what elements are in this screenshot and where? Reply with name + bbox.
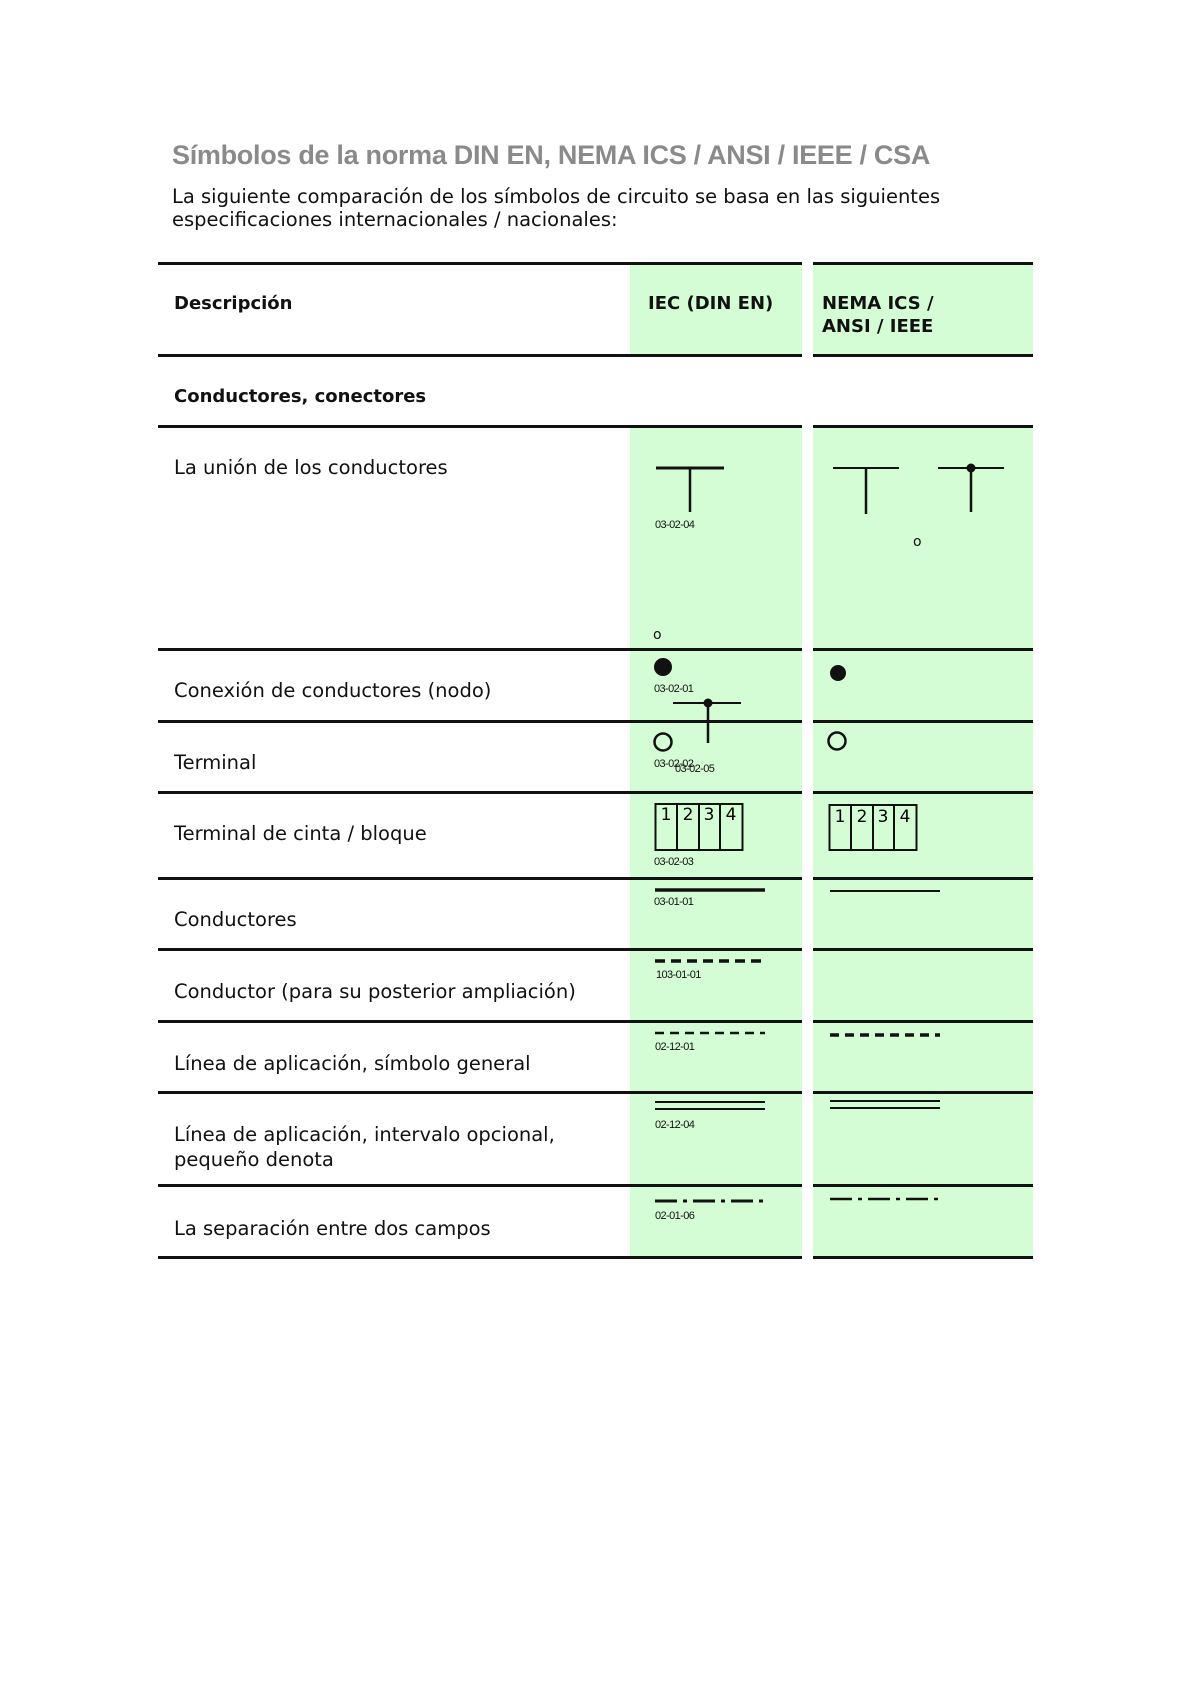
iec-t-junction-node-symbol — [672, 696, 742, 746]
rule-row4-b — [813, 877, 1033, 880]
row-desc-conductor-junction: La unión de los conductores — [174, 456, 448, 479]
terminal-number: 1 — [660, 805, 672, 825]
iec-code-row1: 03-02-04 — [655, 519, 695, 531]
row-desc-application-interval-1: Línea de aplicación, intervalo opcional, — [174, 1123, 555, 1146]
rule-bottom-a — [158, 1256, 802, 1259]
iec-code-row5: 03-01-01 — [654, 896, 694, 908]
rule-row6-a — [158, 1020, 802, 1023]
header-nema-line2: ANSI / IEEE — [822, 316, 934, 337]
rule-row8-a — [158, 1184, 802, 1187]
rule-section-a — [158, 425, 802, 428]
terminal-number: 4 — [725, 805, 737, 825]
rule-row4-a — [158, 877, 802, 880]
iec-code-row3: 03-02-02 — [654, 758, 694, 770]
iec-terminal-symbol — [652, 731, 674, 753]
iec-code-row6: 103-01-01 — [656, 969, 701, 981]
rule-row6-b — [813, 1020, 1033, 1023]
nema-application-interval-symbol — [830, 1099, 942, 1111]
rule-top-a — [158, 262, 802, 265]
row-desc-conductors: Conductores — [174, 908, 297, 931]
iec-code-row7: 02-12-01 — [655, 1041, 695, 1053]
header-nema-line1: NEMA ICS / — [822, 293, 934, 314]
terminal-number: 2 — [856, 807, 868, 827]
iec-terminal-strip-symbol — [654, 800, 746, 852]
iec-or-row1: o — [653, 627, 662, 643]
iec-future-conductor-symbol — [655, 958, 767, 964]
rule-section-b — [813, 425, 1033, 428]
rule-row5-a — [158, 948, 802, 951]
rule-row2-b — [813, 720, 1033, 723]
nema-application-line-symbol — [830, 1032, 942, 1038]
terminal-number: 3 — [703, 805, 715, 825]
iec-application-line-symbol — [655, 1030, 767, 1036]
iec-code-row4: 03-02-03 — [654, 856, 694, 868]
rule-top-b — [813, 262, 1033, 265]
intro-text: La siguiente comparación de los símbolos de circuito se basa en las siguientes especificaciones internacionales / nacionales: — [172, 185, 941, 231]
rule-row3-b — [813, 791, 1033, 794]
rule-bottom-b — [813, 1256, 1033, 1259]
row-desc-application-line: Línea de aplicación, símbolo general — [174, 1052, 531, 1075]
iec-code-row3-b: 03-02-05 — [675, 763, 715, 775]
rule-row8-b — [813, 1184, 1033, 1187]
iec-conductor-symbol — [655, 887, 767, 893]
nema-terminal-symbol — [826, 730, 848, 752]
nema-node-symbol — [828, 663, 848, 683]
nema-conductor-symbol — [830, 888, 942, 894]
iec-code-row8: 02-12-04 — [655, 1119, 695, 1131]
rule-header-a — [158, 354, 802, 357]
row-desc-terminal-strip: Terminal de cinta / bloque — [174, 822, 427, 845]
section-heading: Conductores, conectores — [174, 386, 427, 407]
nema-t-junction-symbol — [832, 465, 902, 515]
row-desc-node: Conexión de conductores (nodo) — [174, 679, 492, 702]
iec-node-symbol — [652, 656, 674, 678]
page-title: Símbolos de la norma DIN EN, NEMA ICS / ANSI / IEEE / CSA — [172, 140, 931, 170]
rule-row1-a — [158, 648, 802, 651]
rule-header-b — [813, 354, 1033, 357]
terminal-number: 4 — [899, 807, 911, 827]
rule-row1-b — [813, 648, 1033, 651]
row-desc-terminal: Terminal — [174, 751, 257, 774]
nema-or-row1: o — [913, 534, 922, 550]
row-desc-field-separation: La separación entre dos campos — [174, 1217, 491, 1240]
iec-code-row2: 03-02-01 — [654, 683, 694, 695]
terminal-number: 2 — [682, 805, 694, 825]
nema-field-separation-symbol — [830, 1196, 942, 1202]
rule-row7-b — [813, 1091, 1033, 1094]
iec-application-interval-symbol — [655, 1100, 767, 1112]
rule-row3-a — [158, 791, 802, 794]
iec-code-row9: 02-01-06 — [655, 1210, 695, 1222]
row-desc-application-interval-2: pequeño denota — [174, 1148, 334, 1171]
row-desc-future-conductor: Conductor (para su posterior ampliación) — [174, 980, 576, 1003]
iec-t-junction-symbol — [655, 465, 725, 515]
rule-row7-a — [158, 1091, 802, 1094]
rule-row5-b — [813, 948, 1033, 951]
iec-field-separation-symbol — [655, 1198, 767, 1204]
nema-t-junction-node-symbol — [937, 462, 1007, 514]
terminal-number: 3 — [877, 807, 889, 827]
terminal-number: 1 — [834, 807, 846, 827]
nema-terminal-strip-symbol — [828, 802, 920, 852]
header-description: Descripción — [174, 293, 293, 314]
header-iec: IEC (DIN EN) — [648, 293, 774, 314]
